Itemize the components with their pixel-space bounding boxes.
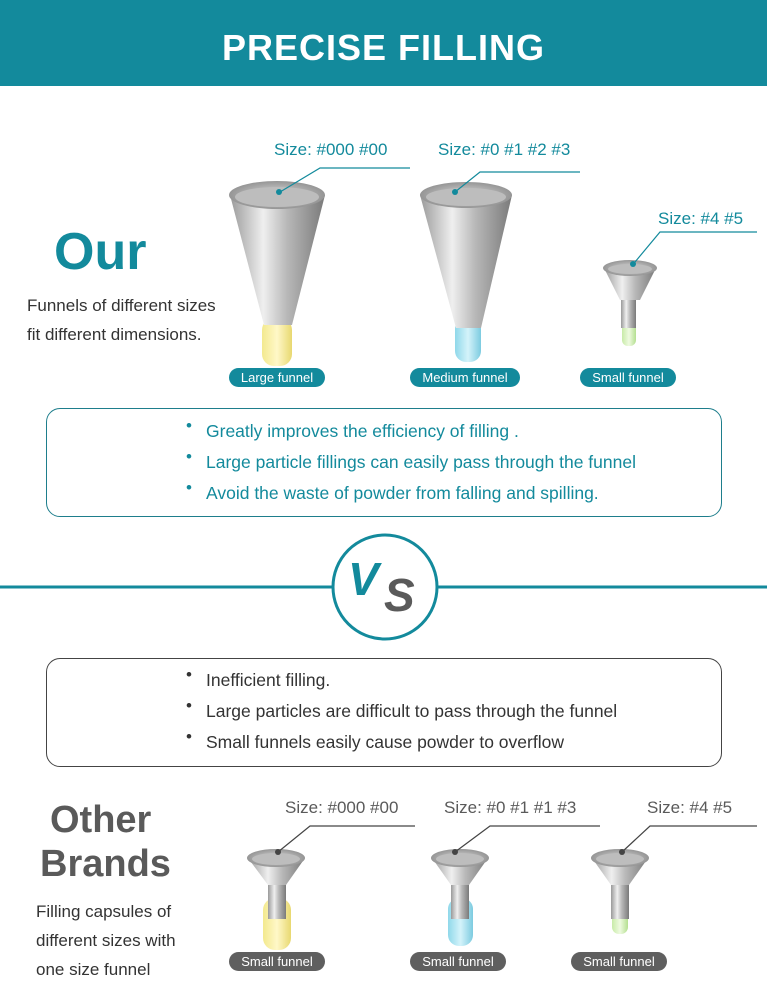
our-heading: Our — [54, 223, 147, 281]
other-description-line: one size funnel — [36, 960, 151, 979]
other-heading-line: Brands — [40, 843, 171, 885]
other-description-line: different sizes with — [36, 931, 176, 950]
vs-letter-s: S — [384, 569, 415, 621]
benefit-item: • Greatly improves the efficiency of filling . — [186, 416, 636, 447]
drawback-item: • Large particles are difficult to pass through the funnel — [186, 696, 617, 727]
other-size-label-3: Size: #4 #5 — [647, 798, 733, 817]
medium-funnel-image — [420, 182, 512, 362]
our-description — [27, 291, 216, 349]
drawback-item: • Small funnels easily cause powder to overflow — [186, 727, 617, 758]
funnel-label-medium: Medium funnel — [410, 368, 520, 387]
drawbacks-list — [186, 665, 617, 758]
funnel-label-small: Small funnel — [580, 368, 676, 387]
page-title: PRECISE FILLING — [221, 27, 546, 68]
funnel-label-large: Large funnel — [229, 368, 325, 387]
other-funnel-1-image — [247, 849, 305, 950]
other-funnel-3-image — [591, 849, 649, 934]
other-funnel-label-2: Small funnel — [410, 952, 506, 971]
large-funnel-image — [229, 181, 325, 366]
other-size-label-1: Size: #000 #00 — [285, 798, 399, 817]
benefits-list — [186, 416, 636, 509]
our-description-line: Funnels of different sizes — [27, 296, 216, 315]
size-label-large: Size: #000 #00 — [274, 140, 388, 159]
benefit-item: • Large particle fillings can easily pass through the funnel — [186, 447, 636, 478]
other-heading-line: Other — [50, 799, 152, 841]
our-description-line: fit different dimensions. — [27, 325, 202, 344]
other-description-line: Filling capsules of — [36, 902, 172, 921]
small-funnel-image — [603, 260, 657, 346]
other-funnel-label-3: Small funnel — [571, 952, 667, 971]
other-heading — [40, 798, 171, 886]
size-label-medium: Size: #0 #1 #2 #3 — [438, 140, 571, 159]
vs-letter-v: V — [348, 553, 379, 605]
drawback-item: • Inefficient filling. — [186, 665, 617, 696]
other-funnel-label-1: Small funnel — [229, 952, 325, 971]
other-size-label-2: Size: #0 #1 #1 #3 — [444, 798, 577, 817]
other-description — [36, 897, 176, 984]
other-funnel-2-image — [431, 849, 489, 946]
callout-lines-other — [278, 826, 757, 852]
size-label-small: Size: #4 #5 — [658, 209, 744, 228]
benefit-item: • Avoid the waste of powder from falling and spilling. — [186, 478, 636, 509]
